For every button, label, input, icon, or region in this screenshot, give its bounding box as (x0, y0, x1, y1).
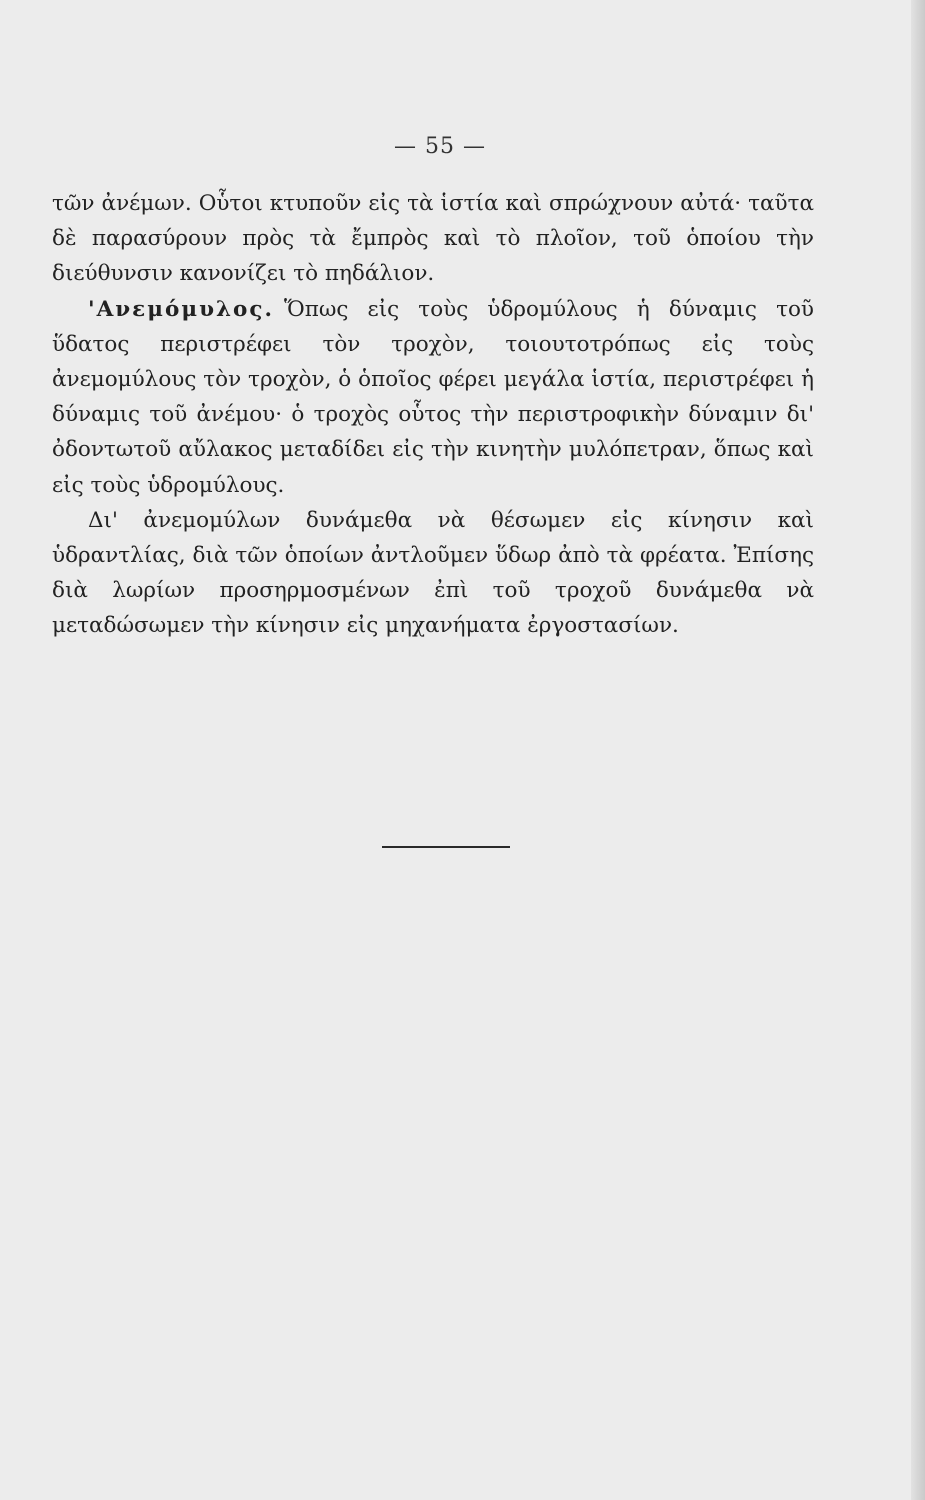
section-heading-windmill: 'Ανεμόμυλος. (88, 296, 274, 322)
end-rule (382, 846, 510, 848)
page-number: — 55 — (394, 134, 486, 159)
paragraph-3: Δι' ἀνεμομύλων δυνάμεθα νὰ θέσωμεν εἰς κίνησιν καὶ ὑδραντλίας, διὰ τῶν ὁποίων ἀντλοῦμεν ὕδωρ ἀπὸ τὰ φρέατα. Ἐπίσης διὰ λωρίων προσηρμοσμένων ἐπὶ τοῦ τροχοῦ δυνάμεθα νὰ μεταδώσωμεν τὴν κίνησιν εἰς μηχανήματα ἐργοστασίων. (52, 507, 814, 639)
paragraph-1: τῶν ἀνέμων. Οὗτοι κτυποῦν εἰς τὰ ἱστία καὶ σπρώχνουν αὐτά· ταῦτα δὲ παρασύρουν πρὸς τὰ ἔμπρὸς καὶ τὸ πλοῖον, τοῦ ὁποίου τὴν διεύθυνσιν κανονίζει τὸ πηδάλιον. (52, 191, 814, 287)
paragraph-2-text: Ὅπως εἰς τοὺς ὑδρομύλους ἡ δύναμις τοῦ ὕδατος περιστρέφει τὸν τροχὸν, τοιουτοτρόπως εἰς τοὺς ἀνεμομύλους τὸν τροχὸν, ὁ ὁποῖος φέρει μεγάλα ἱστία, περιστρέφει ἡ δύναμις τοῦ ἀνέμου· ὁ τροχὸς οὗτος τὴν περιστροφικὴν δύναμιν δι' ὀδοντωτοῦ αὔλακος μεταδίδει εἰς τὴν κινητὴν μυλόπετραν, ὅπως καὶ εἰς τοὺς ὑδρομύλους. (52, 296, 814, 498)
page-edge-shadow (911, 0, 925, 1500)
body-text (52, 186, 814, 644)
paragraph-2 (52, 292, 814, 503)
